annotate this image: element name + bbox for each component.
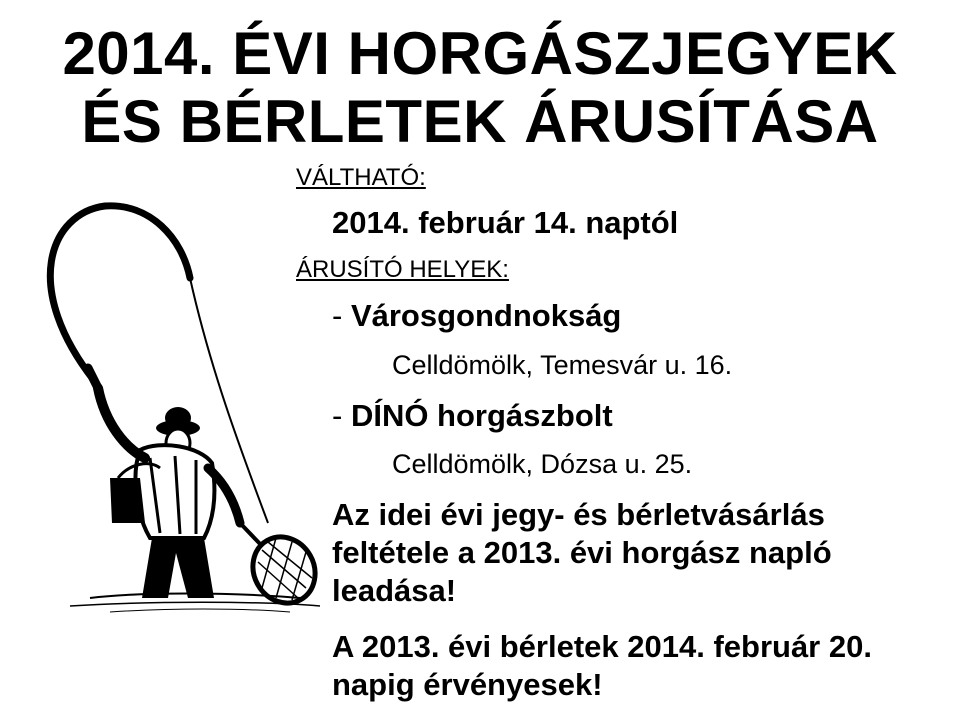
sales-point-address: Celldömölk, Temesvár u. 16. <box>392 350 733 380</box>
fisherman-icon <box>0 178 340 618</box>
sales-point-name: Városgondnokság <box>350 298 622 333</box>
sales-points-label: ÁRUSÍTÓ HELYEK: <box>296 256 509 283</box>
condition-line: Az idei évi jegy- és bérletvásárlás <box>332 497 825 532</box>
validity-notice <box>332 628 872 704</box>
redeemable-date: 2014. február 14. naptól <box>332 205 679 240</box>
sales-point-address: Celldömölk, Dózsa u. 25. <box>392 449 693 479</box>
list-dash: - <box>332 398 351 433</box>
title-line-2: ÉS BÉRLETEK ÁRUSÍTÁSA <box>81 88 879 155</box>
condition-line: leadása! <box>332 573 457 608</box>
list-dash: - <box>332 298 351 333</box>
validity-line: A 2013. évi bérletek 2014. február 20. <box>332 629 872 664</box>
redeemable-label: VÁLTHATÓ: <box>296 164 426 191</box>
condition-notice <box>332 496 832 610</box>
sales-point-1 <box>332 298 621 334</box>
title-line-1: 2014. ÉVI HORGÁSZJEGYEK <box>62 20 898 87</box>
sales-point-2 <box>332 398 613 434</box>
condition-line: feltétele a 2013. évi horgász napló <box>332 535 832 570</box>
validity-line: napig érvényesek! <box>332 667 603 702</box>
sales-point-name: DÍNÓ horgászbolt <box>350 398 613 433</box>
